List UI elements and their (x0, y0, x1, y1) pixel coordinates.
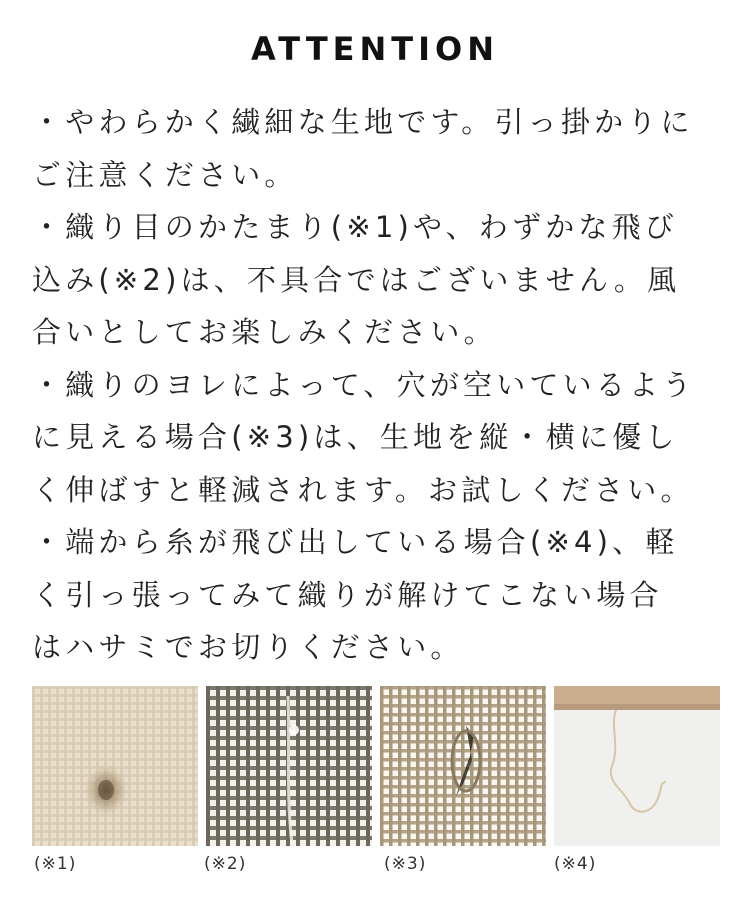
note-line: に見える場合(※3)は、生地を縦・横に優し (32, 420, 679, 454)
photo-caption: (※2) (204, 854, 247, 874)
note-line: ご注意ください。 (32, 157, 298, 192)
note-line: ・端から糸が飛び出している場合(※4)、軽 (32, 525, 679, 559)
note-line: はハサミでお切りください。 (32, 630, 464, 664)
note-line: ・織り目のかたまり(※1)や、わずかな飛び (32, 210, 678, 244)
photo-caption: (※4) (554, 854, 597, 874)
attention-notes (32, 96, 722, 674)
page-title: ATTENTION (250, 30, 500, 68)
note-line: く伸ばすと軽減されます。お試しください。 (32, 472, 694, 507)
flyaway-fiber-photo (206, 686, 372, 846)
photo-caption: (※1) (34, 854, 77, 874)
weave-hole-photo (380, 686, 546, 846)
note-line: ・やわらかく繊細な生地です。引っ掛かりに (32, 105, 694, 139)
note-line: く引っ張ってみて織りが解けてこない場合 (32, 577, 663, 612)
weave-knot-photo (32, 686, 198, 846)
note-line: ・織りのヨレによって、穴が空いているよう (32, 367, 696, 402)
photo-caption: (※3) (384, 854, 427, 874)
note-line: 込み(※2)は、不具合ではございません。風 (32, 262, 681, 297)
note-line: 合いとしてお楽しみください。 (32, 315, 497, 349)
loose-thread-photo (554, 686, 720, 846)
example-photos (32, 686, 722, 886)
